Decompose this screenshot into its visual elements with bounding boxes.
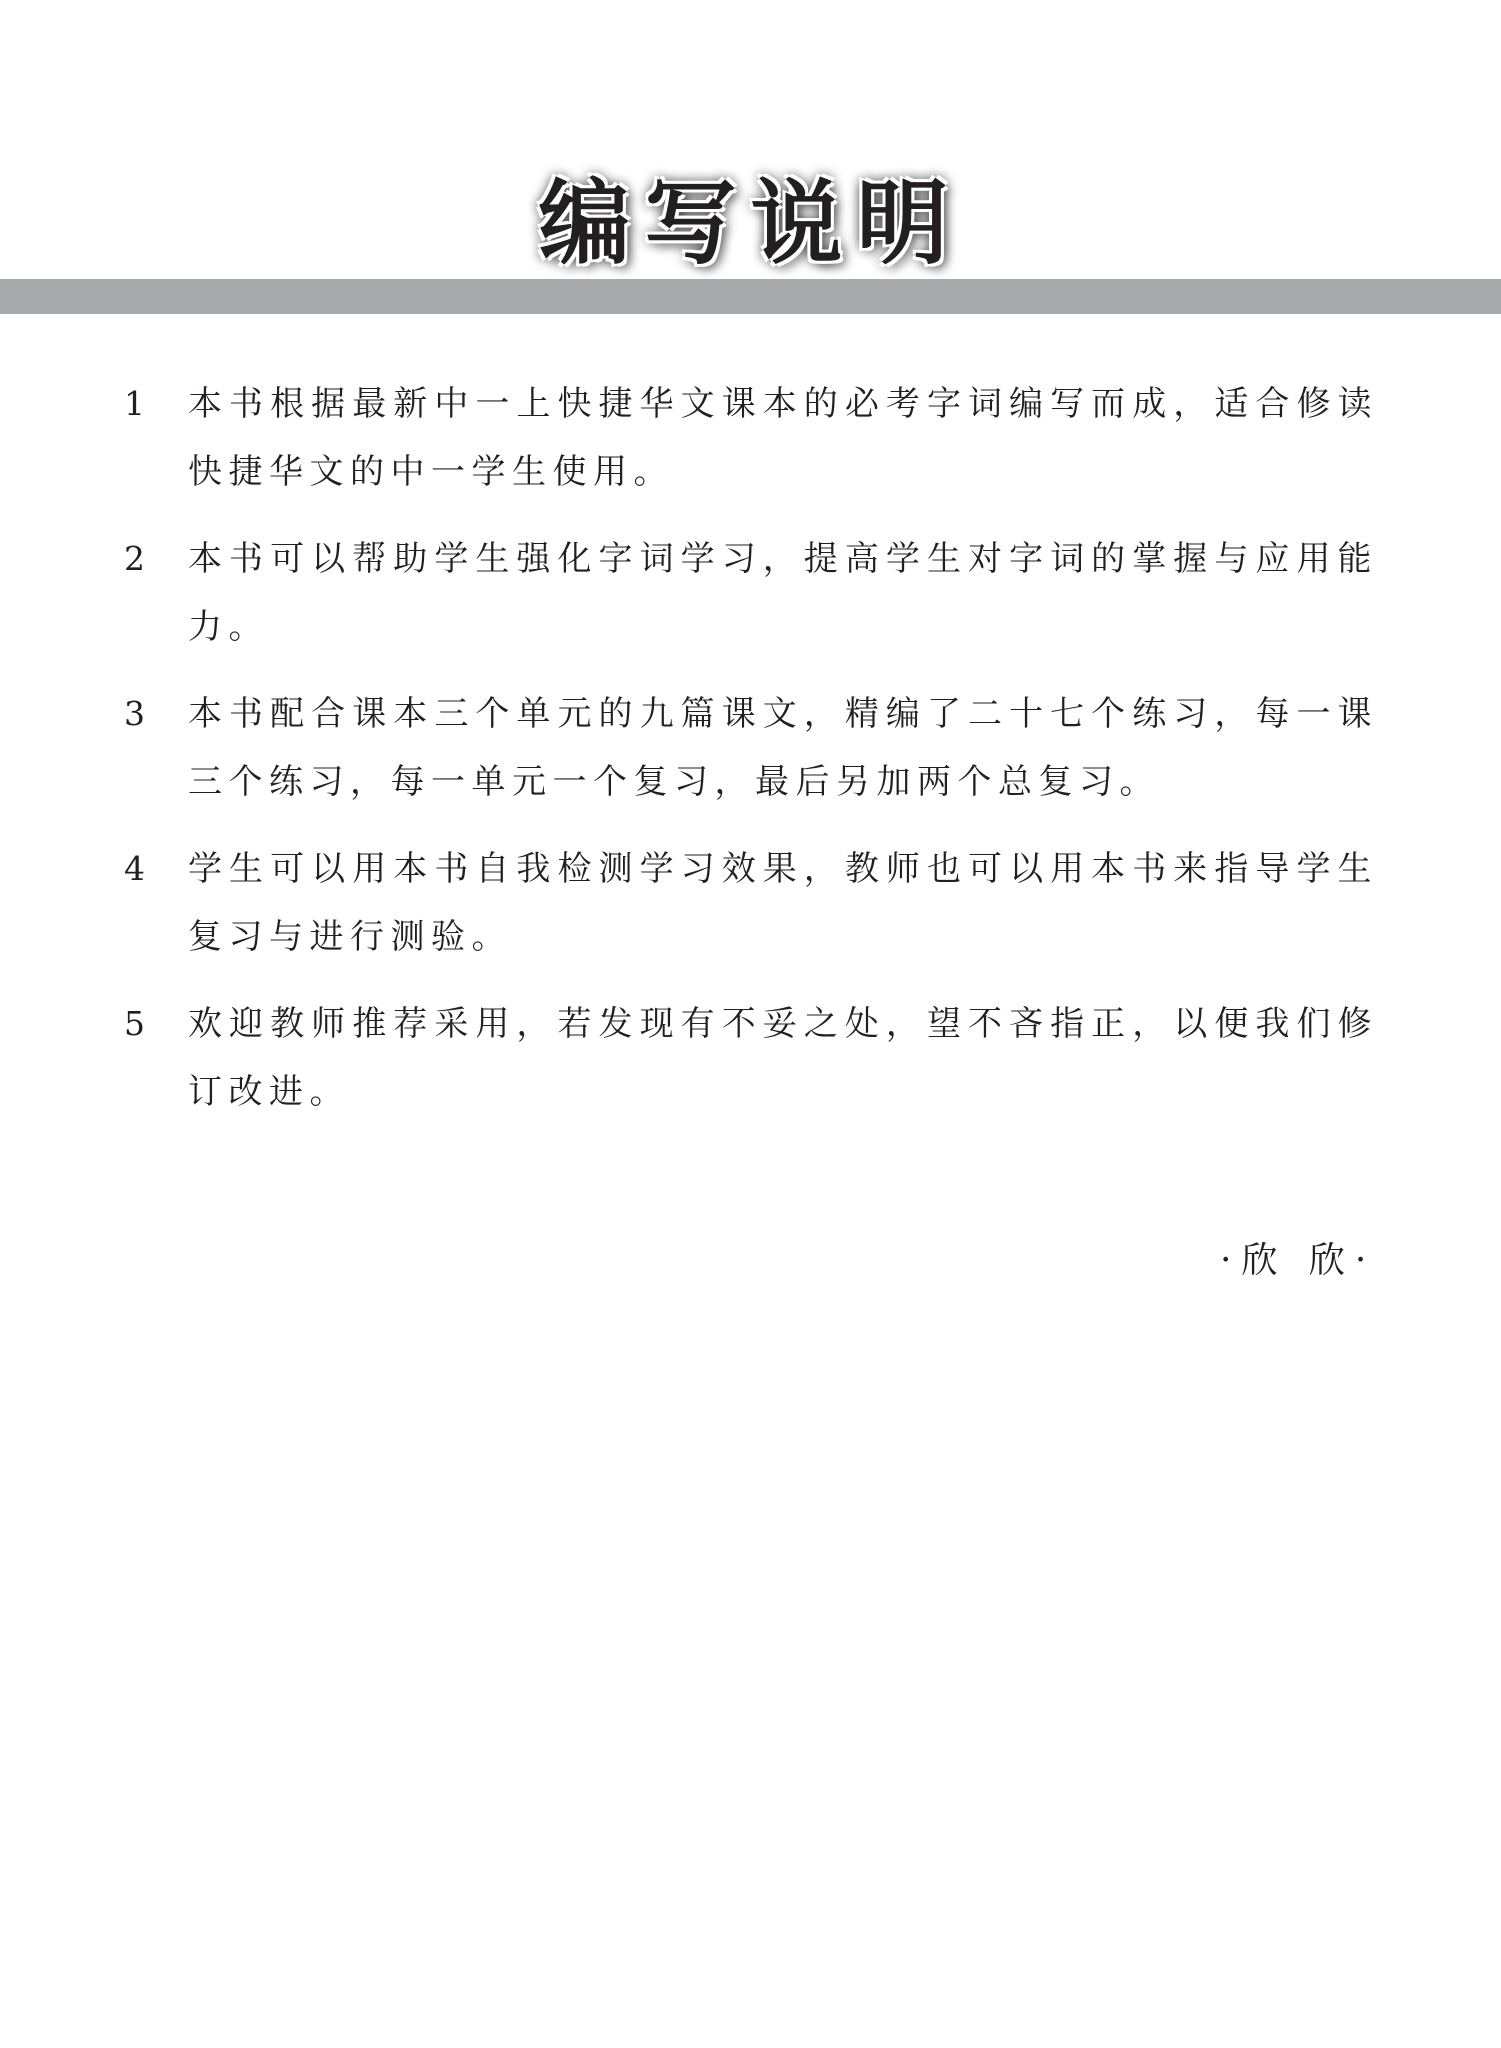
item-number: 2 [124, 539, 145, 578]
title-area [0, 150, 1501, 282]
header-divider-band [0, 279, 1501, 314]
item-number: 1 [124, 384, 145, 423]
item-text: 本书根据最新中一上快捷华文课本的必考字词编写而成，适合修读快捷华文的中一学生使用。 [188, 384, 1378, 492]
item-text: 本书配合课本三个单元的九篇课文，精编了二十七个练习，每一课三个练习，每一单元一个复习，最后另加两个总复习。 [188, 694, 1378, 802]
item-number: 4 [124, 849, 145, 888]
item-text: 欢迎教师推荐采用，若发现有不妥之处，望不吝指正，以便我们修订改进。 [188, 1004, 1378, 1112]
item-number: 3 [124, 694, 145, 733]
item-text: 本书可以帮助学生强化字词学习，提高学生对字词的掌握与应用能力。 [188, 539, 1378, 647]
author-signature: ·欣 欣· [1220, 1240, 1377, 1281]
page-title: 编写说明 [538, 170, 963, 277]
item-number: 5 [124, 1004, 145, 1043]
item-text: 学生可以用本书自我检测学习效果，教师也可以用本书来指导学生复习与进行测验。 [188, 849, 1378, 957]
